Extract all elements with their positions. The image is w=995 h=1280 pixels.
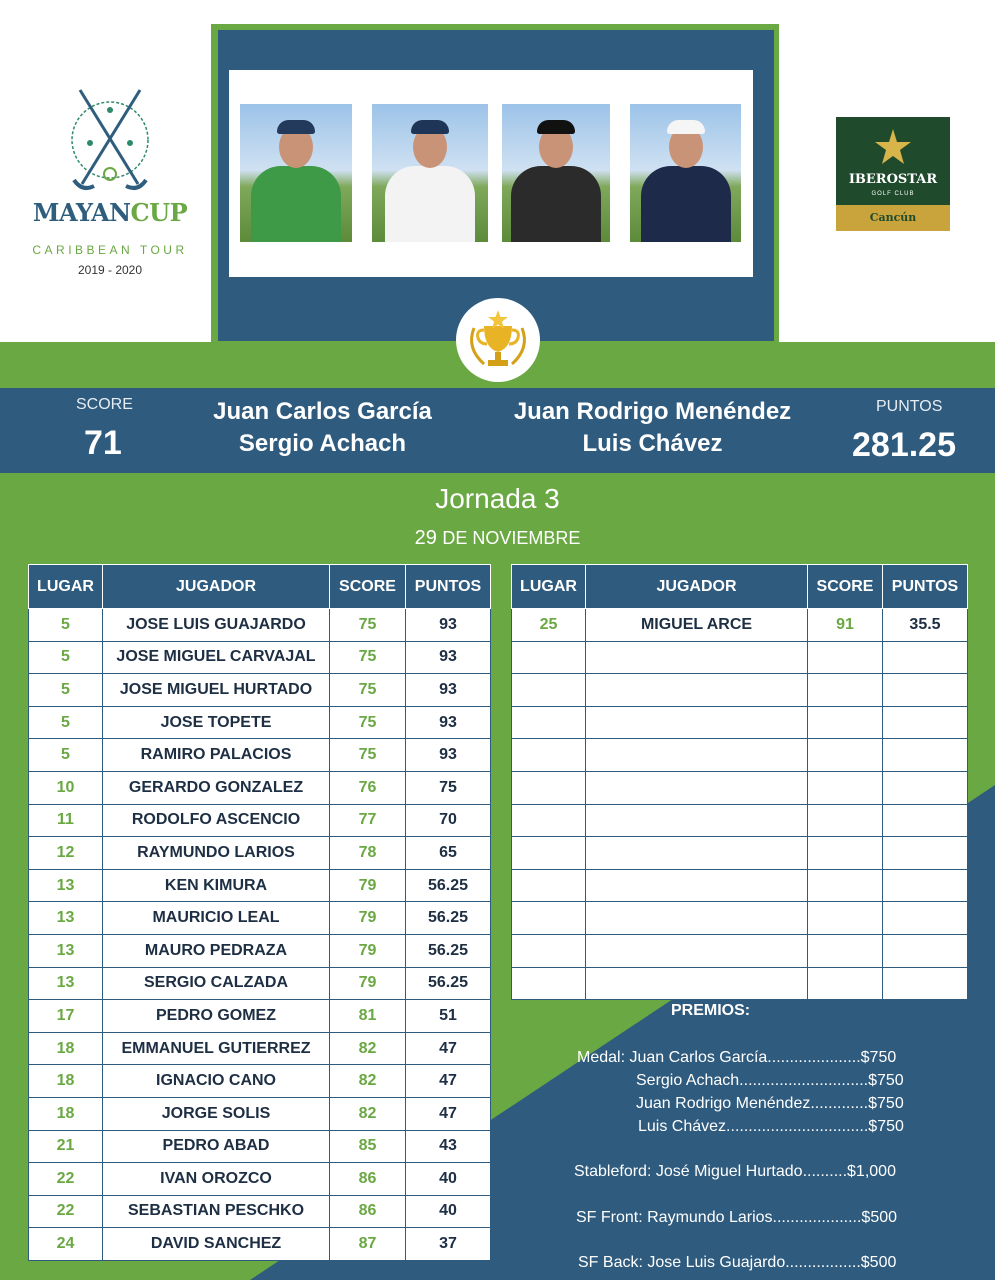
- team2-player1: Juan Rodrigo Menéndez: [513, 398, 792, 425]
- prize-line: SF Back: Jose Luis Guajardo.................$500: [578, 1254, 897, 1271]
- header-score: SCORE: [808, 565, 883, 609]
- cell-jugador: PEDRO GOMEZ: [103, 1000, 330, 1033]
- cell-puntos: [883, 934, 968, 967]
- table-row: [512, 837, 968, 870]
- table-row: [29, 1195, 491, 1228]
- cell-puntos: [883, 771, 968, 804]
- cell-lugar: 18: [29, 1032, 103, 1065]
- cell-score: 78: [330, 837, 406, 870]
- cell-score: [808, 869, 883, 902]
- cell-puntos: 40: [406, 1195, 491, 1228]
- logo-years-text: 2019 - 2020: [77, 263, 143, 277]
- cell-jugador: JOSE LUIS GUAJARDO: [103, 609, 330, 642]
- table-row: [512, 641, 968, 674]
- cell-lugar: 5: [29, 641, 103, 674]
- cell-jugador: [586, 804, 808, 837]
- table-row: [512, 804, 968, 837]
- table-row: [512, 706, 968, 739]
- cell-puntos: 43: [406, 1130, 491, 1163]
- table-row: [29, 1130, 491, 1163]
- cell-lugar: [512, 902, 586, 935]
- standings-table-left: [28, 564, 491, 1261]
- cell-score: 75: [330, 641, 406, 674]
- cell-score: 77: [330, 804, 406, 837]
- cell-lugar: 22: [29, 1195, 103, 1228]
- header-puntos: PUNTOS: [883, 565, 968, 609]
- cell-puntos: 40: [406, 1163, 491, 1196]
- table-row: [29, 1228, 491, 1261]
- cell-score: 82: [330, 1097, 406, 1130]
- cell-score: 85: [330, 1130, 406, 1163]
- prize-line: Medal: Juan Carlos García.....................$750: [577, 1049, 897, 1066]
- star-icon: [873, 127, 913, 167]
- score-bar: [0, 388, 995, 473]
- cell-lugar: 12: [29, 837, 103, 870]
- header-jugador: JUGADOR: [103, 565, 330, 609]
- cell-score: [808, 739, 883, 772]
- team2-player2: Luis Chávez: [582, 430, 723, 457]
- cell-puntos: 70: [406, 804, 491, 837]
- cell-puntos: [883, 641, 968, 674]
- cell-score: 82: [330, 1032, 406, 1065]
- cell-lugar: [512, 869, 586, 902]
- header-jugador: JUGADOR: [586, 565, 808, 609]
- table-row: [29, 869, 491, 902]
- cell-score: 79: [330, 869, 406, 902]
- logo-city: Cancún: [836, 205, 950, 231]
- table-row: [512, 934, 968, 967]
- cell-jugador: RODOLFO ASCENCIO: [103, 804, 330, 837]
- logo-sub: GOLF CLUB: [871, 191, 915, 197]
- score-label: SCORE: [76, 396, 133, 413]
- cell-lugar: 24: [29, 1228, 103, 1261]
- cell-jugador: MAURICIO LEAL: [103, 902, 330, 935]
- cell-lugar: [512, 771, 586, 804]
- cell-score: 79: [330, 967, 406, 1000]
- cell-lugar: 13: [29, 967, 103, 1000]
- cell-score: 81: [330, 1000, 406, 1033]
- cell-jugador: [586, 837, 808, 870]
- cell-jugador: [586, 967, 808, 1000]
- table-row: [29, 967, 491, 1000]
- table-row: [29, 739, 491, 772]
- cell-lugar: [512, 739, 586, 772]
- cell-jugador: JOSE MIGUEL CARVAJAL: [103, 641, 330, 674]
- cell-lugar: 22: [29, 1163, 103, 1196]
- cell-puntos: 51: [406, 1000, 491, 1033]
- cell-puntos: 56.25: [406, 934, 491, 967]
- round-date: 29 DE NOVIEMBRE: [414, 527, 581, 549]
- table-row: [512, 739, 968, 772]
- cell-lugar: [512, 641, 586, 674]
- cell-jugador: JOSE TOPETE: [103, 706, 330, 739]
- cell-score: 75: [330, 674, 406, 707]
- cell-jugador: RAYMUNDO LARIOS: [103, 837, 330, 870]
- logo-tour-text: CARIBBEAN TOUR: [32, 243, 188, 257]
- cell-puntos: 47: [406, 1032, 491, 1065]
- cell-lugar: 11: [29, 804, 103, 837]
- cell-puntos: 56.25: [406, 902, 491, 935]
- cell-score: [808, 641, 883, 674]
- table-row: [29, 837, 491, 870]
- cell-jugador: [586, 674, 808, 707]
- cell-puntos: 93: [406, 674, 491, 707]
- cell-score: 86: [330, 1195, 406, 1228]
- cell-puntos: 35.5: [883, 609, 968, 642]
- cell-score: 75: [330, 739, 406, 772]
- table-row: [29, 1163, 491, 1196]
- cell-score: 86: [330, 1163, 406, 1196]
- table-row: [29, 609, 491, 642]
- cell-score: [808, 934, 883, 967]
- table-row: [29, 674, 491, 707]
- cell-puntos: [883, 837, 968, 870]
- cell-lugar: 13: [29, 902, 103, 935]
- cell-lugar: 5: [29, 609, 103, 642]
- header-lugar: LUGAR: [29, 565, 103, 609]
- round-title: Jornada 3: [435, 483, 560, 514]
- table-row: [29, 1000, 491, 1033]
- cell-puntos: 93: [406, 609, 491, 642]
- table-row: [29, 902, 491, 935]
- table-row: [29, 706, 491, 739]
- standings-table-right: [511, 564, 968, 1000]
- cell-lugar: [512, 804, 586, 837]
- cell-puntos: [883, 804, 968, 837]
- cell-score: 79: [330, 934, 406, 967]
- cell-lugar: 10: [29, 771, 103, 804]
- cell-puntos: [883, 739, 968, 772]
- cell-jugador: SERGIO CALZADA: [103, 967, 330, 1000]
- prize-line: Sergio Achach.............................$750: [636, 1072, 904, 1089]
- table-row: [29, 1097, 491, 1130]
- cell-lugar: 18: [29, 1097, 103, 1130]
- table-row: [512, 674, 968, 707]
- cell-jugador: JOSE MIGUEL HURTADO: [103, 674, 330, 707]
- cell-puntos: 47: [406, 1065, 491, 1098]
- cell-jugador: JORGE SOLIS: [103, 1097, 330, 1130]
- table-row: [512, 609, 968, 642]
- cell-jugador: [586, 869, 808, 902]
- cell-score: 75: [330, 609, 406, 642]
- cell-jugador: [586, 739, 808, 772]
- table-header-row: [512, 565, 968, 609]
- cell-jugador: SEBASTIAN PESCHKO: [103, 1195, 330, 1228]
- table-row: [512, 869, 968, 902]
- mayan-cup-logo: [25, 88, 195, 277]
- cell-score: [808, 674, 883, 707]
- cell-score: 91: [808, 609, 883, 642]
- cell-jugador: MAURO PEDRAZA: [103, 934, 330, 967]
- cell-lugar: 21: [29, 1130, 103, 1163]
- cell-lugar: [512, 837, 586, 870]
- trophy-icon: [456, 298, 540, 382]
- prize-line: Stableford: José Miguel Hurtado..........$1,000: [574, 1163, 896, 1180]
- prize-line: Juan Rodrigo Menéndez.............$750: [636, 1095, 904, 1112]
- cell-puntos: [883, 706, 968, 739]
- cell-puntos: [883, 902, 968, 935]
- team1-player2: Sergio Achach: [238, 430, 407, 457]
- cell-lugar: 25: [512, 609, 586, 642]
- cell-jugador: KEN KIMURA: [103, 869, 330, 902]
- iberostar-logo: [836, 117, 950, 231]
- cell-score: [808, 771, 883, 804]
- trophy-badge: [456, 298, 540, 382]
- cell-lugar: [512, 674, 586, 707]
- cell-puntos: 93: [406, 641, 491, 674]
- cell-lugar: 18: [29, 1065, 103, 1098]
- cell-lugar: [512, 967, 586, 1000]
- prizes-title: PREMIOS:: [671, 1002, 751, 1019]
- table-row: [29, 641, 491, 674]
- table-row: [512, 967, 968, 1000]
- header-puntos: PUNTOS: [406, 565, 491, 609]
- cell-lugar: 5: [29, 706, 103, 739]
- cell-lugar: 17: [29, 1000, 103, 1033]
- table-row: [512, 771, 968, 804]
- cell-jugador: [586, 934, 808, 967]
- table-row: [29, 1065, 491, 1098]
- score-value: 71: [84, 424, 122, 462]
- prize-line: Luis Chávez................................$750: [638, 1118, 904, 1135]
- cell-puntos: [883, 674, 968, 707]
- cell-puntos: 47: [406, 1097, 491, 1130]
- table-header-row: [29, 565, 491, 609]
- header-score: SCORE: [330, 565, 406, 609]
- cell-jugador: [586, 771, 808, 804]
- logo-name: IBEROSTAR: [848, 172, 938, 187]
- cell-jugador: IGNACIO CANO: [103, 1065, 330, 1098]
- cell-puntos: 93: [406, 706, 491, 739]
- cell-score: 87: [330, 1228, 406, 1261]
- cell-score: 76: [330, 771, 406, 804]
- header-lugar: LUGAR: [512, 565, 586, 609]
- player-photo-1: [240, 104, 352, 242]
- player-photo-3: [502, 104, 610, 242]
- cell-score: [808, 804, 883, 837]
- cell-puntos: 56.25: [406, 869, 491, 902]
- cell-jugador: EMMANUEL GUTIERREZ: [103, 1032, 330, 1065]
- cell-jugador: MIGUEL ARCE: [586, 609, 808, 642]
- cell-jugador: DAVID SANCHEZ: [103, 1228, 330, 1261]
- cell-score: [808, 706, 883, 739]
- cell-puntos: [883, 869, 968, 902]
- logo-brand: MAYANCUP: [32, 198, 188, 227]
- cell-lugar: 13: [29, 869, 103, 902]
- cell-puntos: 56.25: [406, 967, 491, 1000]
- cell-lugar: 13: [29, 934, 103, 967]
- cell-lugar: 5: [29, 674, 103, 707]
- cell-puntos: [883, 967, 968, 1000]
- cell-score: 79: [330, 902, 406, 935]
- cell-score: 75: [330, 706, 406, 739]
- points-value: 281.25: [852, 426, 956, 464]
- cell-lugar: [512, 934, 586, 967]
- team1-player1: Juan Carlos García: [213, 398, 432, 425]
- table-row: [29, 934, 491, 967]
- cell-score: 82: [330, 1065, 406, 1098]
- table-row: [29, 804, 491, 837]
- cell-score: [808, 967, 883, 1000]
- cell-jugador: PEDRO ABAD: [103, 1130, 330, 1163]
- cell-lugar: [512, 706, 586, 739]
- cell-puntos: 93: [406, 739, 491, 772]
- cell-puntos: 65: [406, 837, 491, 870]
- cell-jugador: [586, 902, 808, 935]
- cell-jugador: [586, 706, 808, 739]
- golf-clubs-emblem-icon: [60, 88, 160, 194]
- table-row: [29, 771, 491, 804]
- cell-jugador: [586, 641, 808, 674]
- table-row: [512, 902, 968, 935]
- player-photo-4: [630, 104, 741, 242]
- cell-jugador: IVAN OROZCO: [103, 1163, 330, 1196]
- prize-line: SF Front: Raymundo Larios....................$500: [576, 1209, 898, 1226]
- player-photo-2: [372, 104, 488, 242]
- cell-score: [808, 902, 883, 935]
- table-row: [29, 1032, 491, 1065]
- cell-puntos: 75: [406, 771, 491, 804]
- cell-jugador: RAMIRO PALACIOS: [103, 739, 330, 772]
- cell-jugador: GERARDO GONZALEZ: [103, 771, 330, 804]
- points-label: PUNTOS: [876, 398, 943, 415]
- cell-puntos: 37: [406, 1228, 491, 1261]
- cell-score: [808, 837, 883, 870]
- cell-lugar: 5: [29, 739, 103, 772]
